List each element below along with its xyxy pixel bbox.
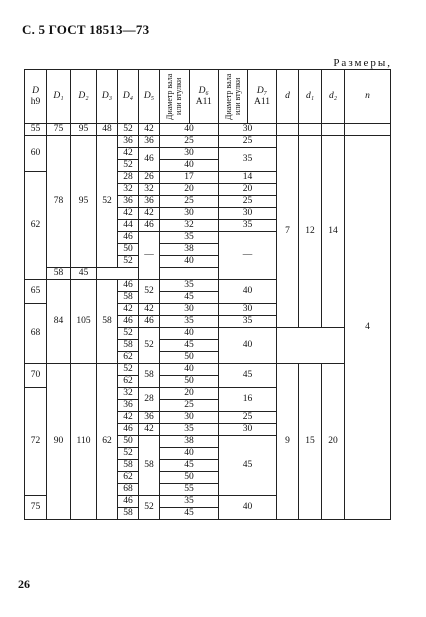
cell-shaft: 30 [160, 412, 219, 424]
cell-shaft: 50 [160, 472, 219, 484]
col-shaft-D7: Диаметр вала или втулки D₇ A11 [219, 70, 277, 124]
col-D1: D₁ [47, 70, 71, 124]
col-D4: D₄ [118, 70, 139, 124]
cell-shaft: 40 [160, 328, 219, 340]
cell-D5: 26 [139, 172, 160, 184]
cell-shaft: 35 [160, 424, 219, 436]
cell-D2: 105 [71, 280, 97, 364]
cell-D4: 46 [118, 316, 139, 328]
cell-D: 60 [25, 136, 47, 172]
col-D5: D₅ [139, 70, 160, 124]
cell-D7: 40 [219, 496, 277, 520]
units-label: Размеры, [333, 57, 392, 69]
cell-D4: 46 [118, 496, 139, 508]
cell-D4: 42 [118, 412, 139, 424]
shaft-label-1: Диаметр вала или втулки [165, 73, 184, 120]
cell-shaft: 38 [160, 244, 219, 256]
cell-D7: 45 [219, 436, 277, 496]
cell-D4: 28 [118, 172, 139, 184]
col-D3: D₃ [97, 70, 118, 124]
cell-D1: 90 [47, 364, 71, 520]
cell-D1: 75 [47, 124, 71, 136]
cell-D7: 16 [219, 388, 277, 412]
cell-D5: 32 [139, 184, 160, 196]
cell-D5: 46 [139, 316, 160, 328]
cell-D4: 44 [118, 220, 139, 232]
cell-D7: 25 [219, 412, 277, 424]
cell-D2: 95 [71, 124, 97, 136]
cell-D1: 78 [47, 136, 71, 268]
col-d2: d₂ [322, 70, 345, 124]
cell-D5: 52 [139, 280, 160, 304]
cell-d1: 15 [299, 364, 322, 520]
cell-D4: 68 [118, 484, 139, 496]
table-header-row [25, 70, 391, 124]
cell-D7: 40 [219, 280, 277, 304]
cell-D4: 46 [118, 424, 139, 436]
cell-shaft: 25 [160, 400, 219, 412]
cell-D4: 46 [118, 232, 139, 244]
table-row [25, 136, 391, 148]
cell-D5: 58 [139, 436, 160, 496]
cell-D5: 28 [139, 388, 160, 412]
cell-d1: 12 [299, 136, 322, 328]
cell-D7: 40 [219, 328, 277, 364]
cell-D7: 45 [219, 364, 277, 388]
cell-D4: 32 [118, 388, 139, 400]
cell-d: 7 [277, 136, 299, 328]
table-body [25, 124, 391, 520]
cell-D5: — [139, 232, 160, 280]
cell-shaft: 40 [160, 124, 219, 136]
col-shaft-D6: Диаметр вала или втулки D₆ A11 [160, 70, 219, 124]
cell-n [345, 124, 391, 136]
cell-D7: 30 [219, 124, 277, 136]
cell-D4: 50 [118, 244, 139, 256]
cell-shaft: 50 [160, 376, 219, 388]
table-row [25, 364, 391, 376]
cell-D: 65 [25, 280, 47, 304]
cell-D7: — [219, 232, 277, 280]
cell-D2: 110 [71, 364, 97, 520]
cell-D4: 52 [118, 364, 139, 376]
cell-D4: 58 [118, 292, 139, 304]
cell-D7: 14 [219, 172, 277, 184]
cell-shaft: 40 [160, 160, 219, 172]
cell-D4: 52 [118, 328, 139, 340]
cell-shaft: 17 [160, 172, 219, 184]
document-header: С. 5 ГОСТ 18513—73 [22, 22, 150, 37]
cell-D: 72 [25, 388, 47, 496]
cell-shaft: 32 [160, 220, 219, 232]
cell-shaft: 35 [160, 232, 219, 244]
cell-D4: 52 [118, 160, 139, 172]
cell-D4: 62 [118, 376, 139, 388]
cell-D4: 62 [118, 472, 139, 484]
cell-shaft: 35 [160, 280, 219, 292]
cell-D4: 46 [118, 280, 139, 292]
cell-D4: 42 [118, 148, 139, 160]
cell-shaft: 38 [160, 436, 219, 448]
cell-D5: 36 [139, 412, 160, 424]
cell-D5: 46 [139, 148, 160, 172]
cell-shaft: 35 [160, 496, 219, 508]
cell-D5: 42 [139, 304, 160, 316]
cell-D3: 52 [97, 136, 118, 268]
cell-D4: 52 [118, 124, 139, 136]
shaft-label-2: Диаметр вала или втулки [224, 73, 242, 120]
cell-shaft: 30 [160, 148, 219, 160]
cell-D7: 35 [219, 220, 277, 232]
cell-shaft: 40 [160, 364, 219, 376]
cell-D5: 58 [139, 364, 160, 388]
cell-d [277, 124, 299, 136]
cell-D4: 52 [118, 256, 139, 268]
cell-shaft: 45 [160, 460, 219, 472]
cell-D7: 30 [219, 424, 277, 436]
cell-shaft: 45 [160, 292, 219, 304]
cell-D7: 35 [219, 316, 277, 328]
cell-d: 9 [277, 364, 299, 520]
cell-D3: 58 [97, 280, 118, 364]
cell-shaft: 45 [71, 268, 97, 280]
cell-D4: 58 [118, 460, 139, 472]
dimensions-table [24, 69, 391, 520]
cell-d2: 20 [322, 364, 345, 520]
cell-D4: 42 [118, 304, 139, 316]
col-d: d [277, 70, 299, 124]
cell-D4: 32 [118, 184, 139, 196]
cell-D5: 46 [139, 220, 160, 232]
cell-D4: 58 [118, 508, 139, 520]
cell-shaft: 55 [160, 484, 219, 496]
cell-D: 62 [25, 172, 47, 280]
cell-D7: 30 [219, 208, 277, 220]
cell-D7: 30 [219, 304, 277, 316]
cell-D5: 52 [139, 496, 160, 520]
cell-shaft: 40 [160, 256, 219, 268]
cell-shaft: 45 [160, 340, 219, 352]
cell-D5: 36 [139, 136, 160, 148]
cell-D4: 62 [118, 352, 139, 364]
cell-D1: 84 [47, 280, 71, 364]
cell-D3: 48 [97, 124, 118, 136]
cell-n: 4 [345, 136, 391, 520]
cell-D2: 95 [71, 136, 97, 268]
cell-D5: 42 [139, 124, 160, 136]
cell-shaft: 30 [160, 208, 219, 220]
cell-D5: 42 [139, 424, 160, 436]
cell-D4: 50 [118, 436, 139, 448]
cell-d2 [322, 124, 345, 136]
cell-D4: 52 [118, 448, 139, 460]
cell-D5: 36 [139, 196, 160, 208]
cell-D5: 42 [139, 208, 160, 220]
cell-shaft: 45 [160, 508, 219, 520]
cell-shaft: 25 [160, 196, 219, 208]
cell-D: 68 [25, 304, 47, 364]
table-row [25, 124, 391, 136]
cell-D: 55 [25, 124, 47, 136]
page-number: 26 [18, 577, 30, 591]
cell-shaft: 20 [160, 388, 219, 400]
cell-shaft: 25 [160, 136, 219, 148]
cell-D7: 20 [219, 184, 277, 196]
cell-D3: 62 [97, 364, 118, 520]
cell-D4: 36 [118, 196, 139, 208]
cell-D: 70 [25, 364, 47, 388]
col-n: n [345, 70, 391, 124]
cell-shaft: 20 [160, 184, 219, 196]
col-d1: d₁ [299, 70, 322, 124]
cell-D4: 58 [118, 340, 139, 352]
cell-D4: 36 [118, 400, 139, 412]
cell-D5: 52 [139, 328, 160, 364]
cell-shaft: 50 [160, 352, 219, 364]
cell-D7: 35 [219, 148, 277, 172]
cell-D7: 25 [219, 196, 277, 208]
col-D: D h9 [25, 70, 47, 124]
col-D2: D₂ [71, 70, 97, 124]
cell-d2: 14 [322, 136, 345, 328]
cell-shaft: 30 [160, 304, 219, 316]
cell-d1 [299, 124, 322, 136]
cell-D4: 58 [47, 268, 71, 280]
cell-D4: 36 [118, 136, 139, 148]
cell-D7: 25 [219, 136, 277, 148]
cell-shaft: 35 [160, 316, 219, 328]
cell-D4: 42 [118, 208, 139, 220]
cell-D: 75 [25, 496, 47, 520]
cell-shaft: 40 [160, 448, 219, 460]
